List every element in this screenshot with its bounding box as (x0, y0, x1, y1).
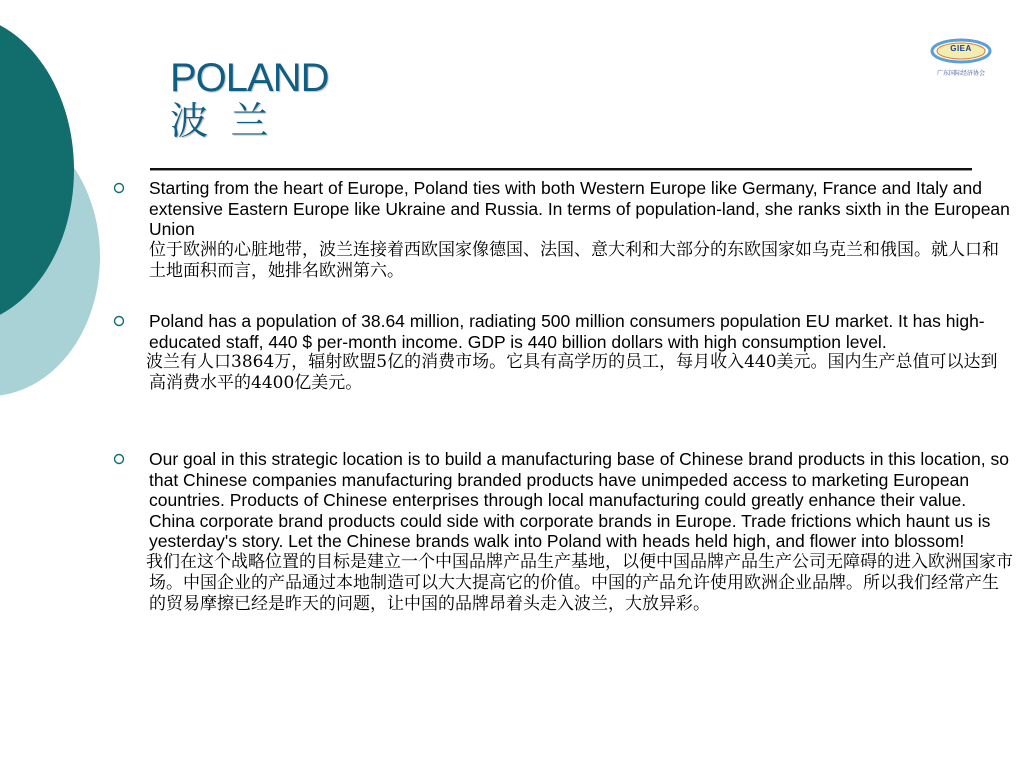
bullet-text-english: Poland has a population of 38.64 million, radiating 500 million consumers population EU market. It has high-educated staff, 440 $ per-month income. GDP is 440 billion dollars with high consumption level. (149, 311, 985, 352)
slide-title-chinese: 波 兰 (170, 101, 275, 143)
slide-title-english: POLAND (170, 56, 329, 100)
hollow-circle-bullet-icon (112, 181, 126, 195)
logo-mark: GIEA (950, 44, 972, 53)
logo-subtitle: 广东国际经济协会 (936, 71, 985, 77)
hollow-circle-bullet-icon (112, 314, 126, 328)
giea-logo (926, 36, 996, 80)
slide-title (170, 56, 329, 144)
bullet-text-chinese: 波兰有人口3864万，辐射欧盟5亿的消费市场。它具有高学历的员工，每月收入440美元。国内生产总值可以达到高消费水平的4400亿美元。 (146, 352, 998, 393)
bullet-text-english: Our goal in this strategic location is to build a manufacturing base of Chinese brand products in this location, so that Chinese companies manufacturing branded products have unimpeded access to marketing European countries. Products of Chinese enterprises through local manufacturing could greatly enhance their value. China corporate brand products could side with corporate brands in Europe. Trade frictions which haunt us is yesterday's story. Let the Chinese brands walk into Poland with heads held high, and flower into blossom! (149, 449, 1009, 551)
bullet-paragraph-population (146, 311, 1014, 394)
hollow-circle-bullet-icon (112, 452, 126, 466)
bullet-text-chinese: 我们在这个战略位置的目标是建立一个中国品牌产品生产基地，以便中国品牌产品生产公司无障碍的进入欧洲国家市场。中国企业的产品通过本地制造可以大大提高它的价值。中国的产品允许使用欧洲企业品牌。所以我们经常产生的贸易摩擦已经是昨天的问题，让中国的品牌昂着头走入波兰，大放异彩。 (146, 551, 1013, 614)
bullet-paragraph-goal (146, 449, 1014, 615)
bullet-paragraph-location (149, 178, 1014, 282)
bullet-text-chinese: 位于欧洲的心脏地带，波兰连接着西欧国家像德国、法国、意大利和大部分的东欧国家如乌克兰和俄国。就人口和土地面积而言，她排名欧洲第六。 (149, 239, 999, 281)
bullet-text-english: Starting from the heart of Europe, Poland ties with both Western Europe like Germany, France and Italy and extensive Eastern Europe like Ukraine and Russia. In terms of population-land, she ranks sixth in the European Union (149, 178, 1010, 239)
title-divider (150, 168, 972, 170)
